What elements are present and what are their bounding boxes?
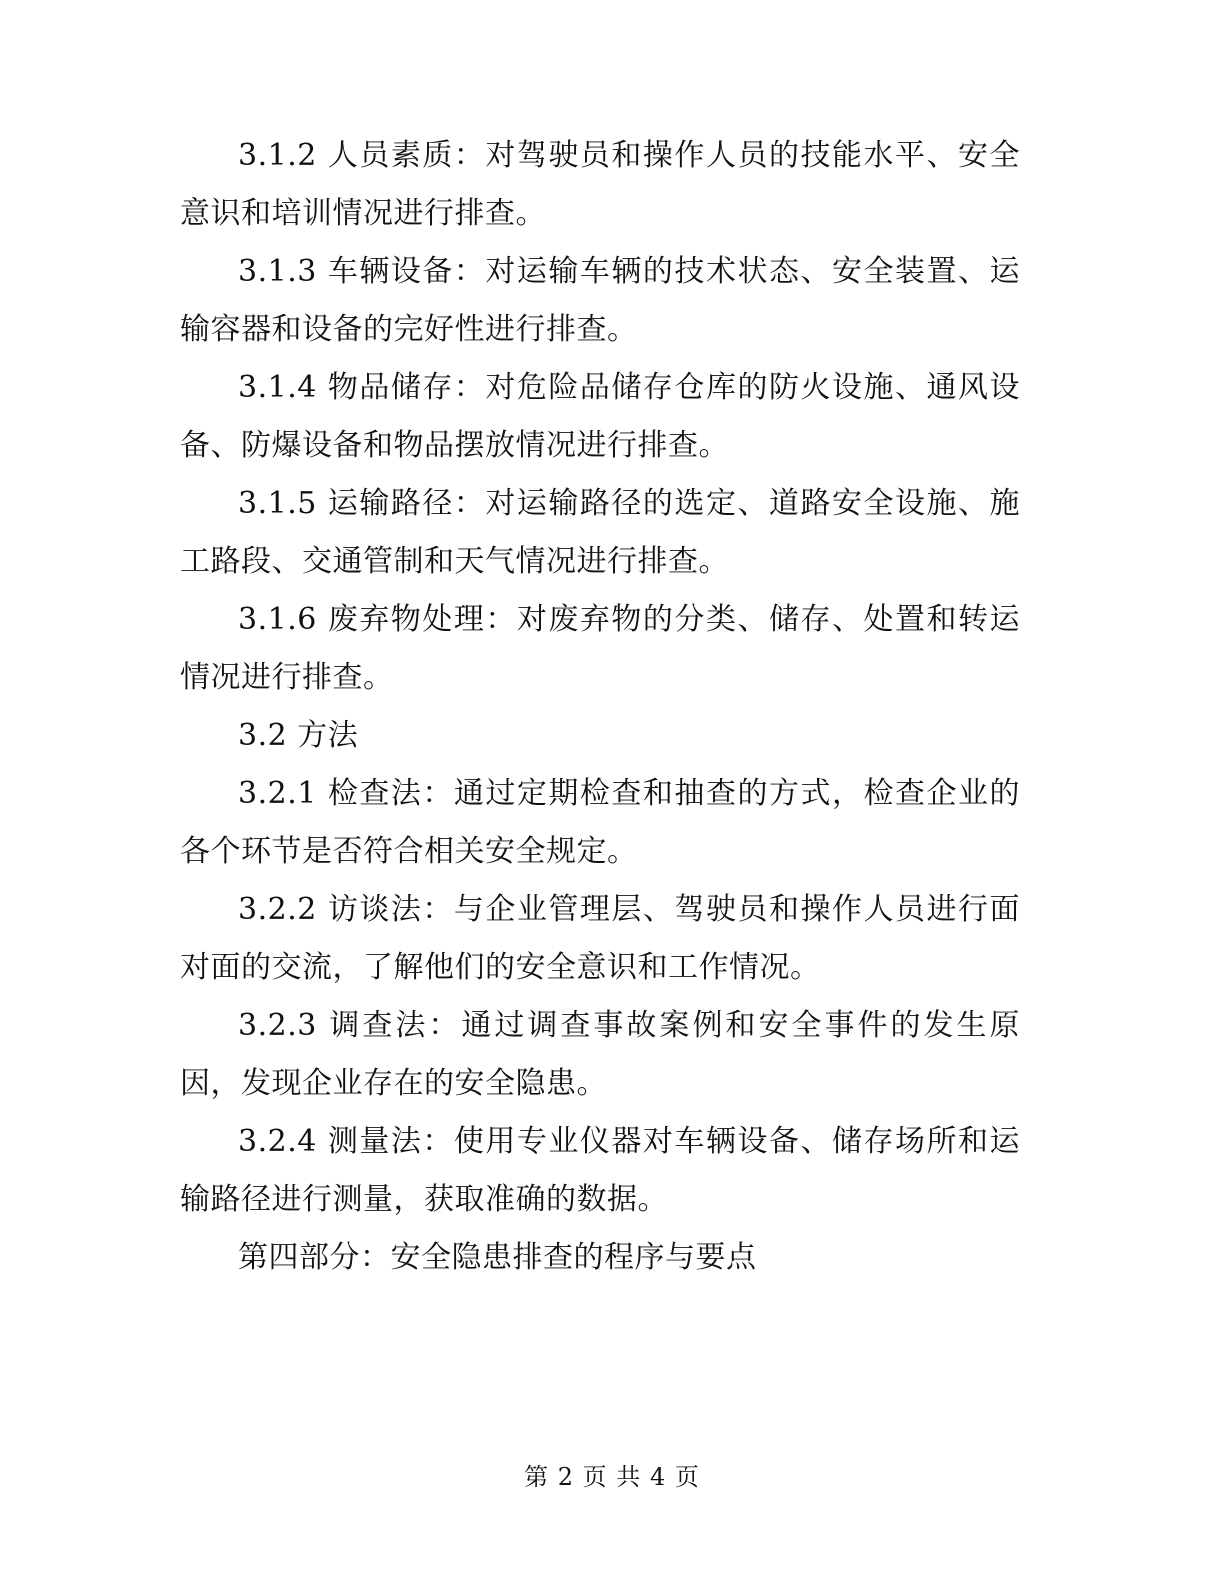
paragraph-3-1-3: 3.1.3 车辆设备：对运输车辆的技术状态、安全装置、运输容器和设备的完好性进行排查。 [180,254,1020,347]
page-footer [0,1457,1224,1497]
paragraph-3-1-6: 3.1.6 废弃物处理：对废弃物的分类、储存、处置和转运情况进行排查。 [180,602,1020,695]
paragraph-3-1-5: 3.1.5 运输路径：对运输路径的选定、道路安全设施、施工路段、交通管制和天气情况进行排查。 [180,486,1020,579]
paragraph-3-1-4: 3.1.4 物品储存：对危险品储存仓库的防火设施、通风设备、防爆设备和物品摆放情况进行排查。 [180,370,1020,463]
paragraph-3-1-2: 3.1.2 人员素质：对驾驶员和操作人员的技能水平、安全意识和培训情况进行排查。 [180,138,1020,231]
part-four-heading: 第四部分：安全隐患排查的程序与要点 [238,1240,757,1275]
page-body [180,127,1020,1287]
paragraph-3-2-2: 3.2.2 访谈法：与企业管理层、驾驶员和操作人员进行面对面的交流，了解他们的安全意识和工作情况。 [180,892,1020,985]
paragraph-3-2-4: 3.2.4 测量法：使用专业仪器对车辆设备、储存场所和运输路径进行测量，获取准确的数据。 [180,1124,1020,1217]
page-number-label: 第 2 页 共 4 页 [524,1463,700,1491]
section-heading-3-2: 3.2 方法 [238,718,359,753]
paragraph-3-2-1: 3.2.1 检查法：通过定期检查和抽查的方式，检查企业的各个环节是否符合相关安全规定。 [180,776,1020,869]
paragraph-3-2-3: 3.2.3 调查法：通过调查事故案例和安全事件的发生原因，发现企业存在的安全隐患。 [180,1008,1020,1101]
